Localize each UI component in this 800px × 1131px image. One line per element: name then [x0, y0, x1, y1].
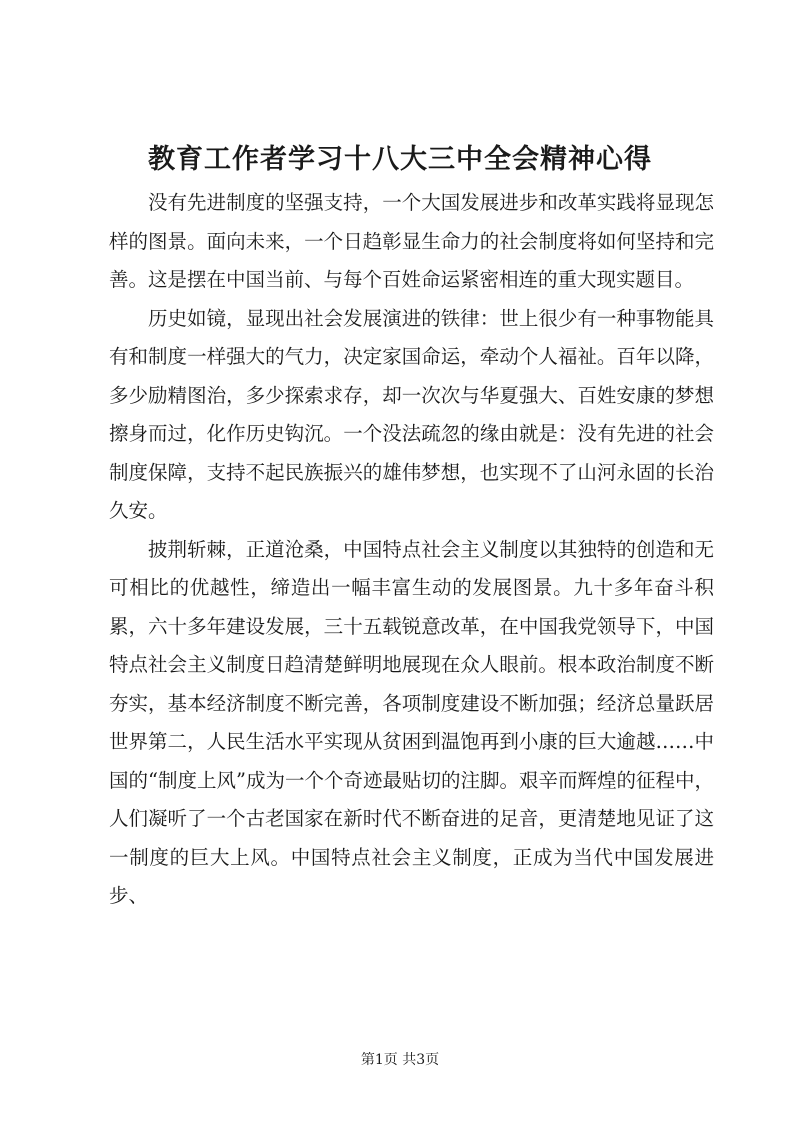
paragraph-1: 没有先进制度的坚强支持，一个大国发展进步和改革实践将显现怎样的图景。面向未来，一个日趋彰显生命力的社会制度将如何坚持和完善。这是摆在中国当前、与每个百姓命运紧密相连的重大现实题目。	[109, 191, 714, 291]
document-body	[109, 184, 714, 916]
document-title: 教育工作者学习十八大三中全会精神心得	[148, 144, 652, 175]
paragraph-2: 历史如镜，显现出社会发展演进的铁律：世上很少有一种事物能具有和制度一样强大的气力，决定家国命运，牵动个人福祉。百年以降，多少励精图治，多少探索求存，却一次次与华夏强大、百姓安康的梦想擦身而过，化作历史钩沉。一个没法疏忽的缘由就是：没有先进的社会制度保障，支持不起民族振兴的雄伟梦想，也实现不了山河永固的长治久安。	[109, 306, 714, 522]
page-footer: 第1页 共3页	[360, 1052, 440, 1068]
paragraph-3: 披荆斩棘，正道沧桑，中国特点社会主义制度以其独特的创造和无可相比的优越性，缔造出一幅丰富生动的发展图景。九十多年奋斗积累，六十多年建设发展，三十五载锐意改革，在中国我党领导下，中国特点社会主义制度日趋清楚鲜明地展现在众人眼前。根本政治制度不断夯实，基本经济制度不断完善，各项制度建设不断加强；经济总量跃居世界第二，人民生活水平实现从贫困到温饱再到小康的巨大逾越……中国的“制度上风”成为一个个奇迹最贴切的注脚。艰辛而辉煌的征程中，人们凝听了一个古老国家在新时代不断奋进的足音，更清楚地见证了这一制度的巨大上风。中国特点社会主义制度，正成为当代中国发展进步、	[109, 537, 714, 907]
